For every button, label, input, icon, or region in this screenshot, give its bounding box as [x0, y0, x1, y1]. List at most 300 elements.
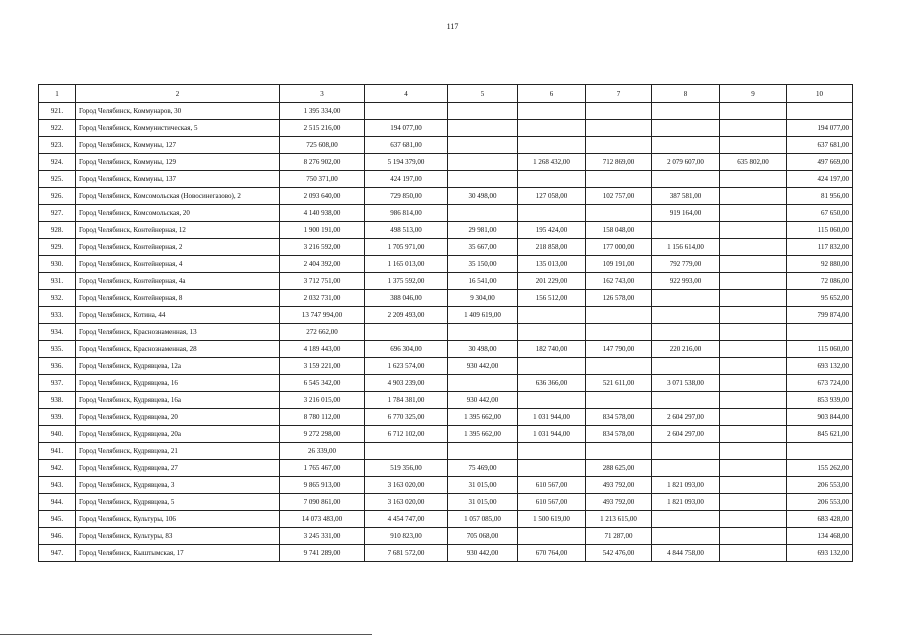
table-row [39, 324, 853, 341]
value-cell-col-8: 1 821 093,00 [652, 477, 720, 494]
value-cell-col-9 [720, 409, 787, 426]
value-cell-col-4: 1 784 381,00 [365, 392, 448, 409]
address-cell: Город Челябинск, Коммунистическая, 5 [76, 120, 280, 137]
value-cell-col-5 [448, 137, 518, 154]
value-cell-col-6: 1 268 432,00 [518, 154, 586, 171]
value-cell-col-6: 218 858,00 [518, 239, 586, 256]
table-row [39, 409, 853, 426]
value-cell-col-8: 3 071 538,00 [652, 375, 720, 392]
value-cell-col-7: 109 191,00 [586, 256, 652, 273]
column-header-4: 4 [365, 85, 448, 103]
value-cell-col-9 [720, 477, 787, 494]
value-cell-col-10: 637 681,00 [787, 137, 853, 154]
value-cell-col-8: 2 604 297,00 [652, 426, 720, 443]
value-cell-col-5: 30 498,00 [448, 188, 518, 205]
value-cell-col-3: 3 216 015,00 [280, 392, 365, 409]
value-cell-col-10: 845 621,00 [787, 426, 853, 443]
value-cell-col-5: 1 057 085,00 [448, 511, 518, 528]
column-header-8: 8 [652, 85, 720, 103]
table-row [39, 358, 853, 375]
value-cell-col-3: 2 093 640,00 [280, 188, 365, 205]
value-cell-col-7 [586, 443, 652, 460]
value-cell-col-8 [652, 171, 720, 188]
value-cell-col-10: 134 468,00 [787, 528, 853, 545]
value-cell-col-9 [720, 120, 787, 137]
value-cell-col-6 [518, 171, 586, 188]
value-cell-col-5 [448, 154, 518, 171]
value-cell-col-5: 29 981,00 [448, 222, 518, 239]
address-cell: Город Челябинск, Кудрявцева, 16 [76, 375, 280, 392]
column-header-9: 9 [720, 85, 787, 103]
value-cell-col-6 [518, 324, 586, 341]
value-cell-col-4: 910 823,00 [365, 528, 448, 545]
value-cell-col-7: 542 476,00 [586, 545, 652, 562]
table-row [39, 222, 853, 239]
row-number: 941. [39, 443, 76, 460]
value-cell-col-3: 1 765 467,00 [280, 460, 365, 477]
value-cell-col-3: 750 371,00 [280, 171, 365, 188]
value-cell-col-5: 1 395 662,00 [448, 426, 518, 443]
address-cell: Город Челябинск, Краснознаменная, 13 [76, 324, 280, 341]
value-cell-col-9 [720, 256, 787, 273]
value-cell-col-5: 31 015,00 [448, 477, 518, 494]
value-cell-col-4: 986 814,00 [365, 205, 448, 222]
address-cell: Город Челябинск, Контейнерная, 4а [76, 273, 280, 290]
value-cell-col-8 [652, 222, 720, 239]
value-cell-col-8 [652, 290, 720, 307]
address-cell: Город Челябинск, Комсомольская, 20 [76, 205, 280, 222]
value-cell-col-5: 1 409 619,00 [448, 307, 518, 324]
value-cell-col-3: 26 339,00 [280, 443, 365, 460]
value-cell-col-3: 3 159 221,00 [280, 358, 365, 375]
table-row [39, 137, 853, 154]
value-cell-col-3: 4 140 938,00 [280, 205, 365, 222]
value-cell-col-6: 195 424,00 [518, 222, 586, 239]
table-row [39, 307, 853, 324]
table-header-row [39, 85, 853, 103]
value-cell-col-3: 2 032 731,00 [280, 290, 365, 307]
value-cell-col-8 [652, 120, 720, 137]
value-cell-col-9 [720, 460, 787, 477]
column-header-3: 3 [280, 85, 365, 103]
value-cell-col-7 [586, 392, 652, 409]
value-cell-col-8 [652, 511, 720, 528]
value-cell-col-4: 637 681,00 [365, 137, 448, 154]
value-cell-col-7 [586, 171, 652, 188]
value-cell-col-8 [652, 324, 720, 341]
value-cell-col-7 [586, 137, 652, 154]
value-cell-col-3: 1 395 334,00 [280, 103, 365, 120]
column-header-7: 7 [586, 85, 652, 103]
table-row [39, 154, 853, 171]
value-cell-col-6: 610 567,00 [518, 477, 586, 494]
address-cell: Город Челябинск, Культуры, 106 [76, 511, 280, 528]
value-cell-col-10: 693 132,00 [787, 358, 853, 375]
value-cell-col-3: 9 865 913,00 [280, 477, 365, 494]
value-cell-col-8: 4 844 758,00 [652, 545, 720, 562]
value-cell-col-10 [787, 103, 853, 120]
value-cell-col-9 [720, 392, 787, 409]
value-cell-col-10: 853 939,00 [787, 392, 853, 409]
value-cell-col-4: 194 077,00 [365, 120, 448, 137]
value-cell-col-9 [720, 188, 787, 205]
table-row [39, 511, 853, 528]
value-cell-col-10: 194 077,00 [787, 120, 853, 137]
value-cell-col-10: 155 262,00 [787, 460, 853, 477]
value-cell-col-10 [787, 324, 853, 341]
value-cell-col-9 [720, 324, 787, 341]
value-cell-col-9 [720, 511, 787, 528]
value-cell-col-7: 493 792,00 [586, 494, 652, 511]
value-cell-col-6 [518, 392, 586, 409]
value-cell-col-5: 16 541,00 [448, 273, 518, 290]
row-number: 929. [39, 239, 76, 256]
value-cell-col-6: 636 366,00 [518, 375, 586, 392]
value-cell-col-5: 31 015,00 [448, 494, 518, 511]
row-number: 939. [39, 409, 76, 426]
value-cell-col-9 [720, 137, 787, 154]
value-cell-col-7 [586, 358, 652, 375]
value-cell-col-9 [720, 239, 787, 256]
value-cell-col-9 [720, 358, 787, 375]
value-cell-col-10: 72 086,00 [787, 273, 853, 290]
row-number: 931. [39, 273, 76, 290]
address-cell: Город Челябинск, Кудрявцева, 20а [76, 426, 280, 443]
value-cell-col-4: 696 304,00 [365, 341, 448, 358]
value-cell-col-9 [720, 375, 787, 392]
value-cell-col-8 [652, 528, 720, 545]
value-cell-col-3: 9 741 289,00 [280, 545, 365, 562]
table-row [39, 494, 853, 511]
value-cell-col-10: 95 652,00 [787, 290, 853, 307]
address-cell: Город Челябинск, Кудрявцева, 5 [76, 494, 280, 511]
address-cell: Город Челябинск, Комсомольская (Новосинегазово), 2 [76, 188, 280, 205]
value-cell-col-6 [518, 137, 586, 154]
value-cell-col-4: 424 197,00 [365, 171, 448, 188]
row-number: 930. [39, 256, 76, 273]
value-cell-col-10 [787, 443, 853, 460]
value-cell-col-3: 4 189 443,00 [280, 341, 365, 358]
value-cell-col-4: 3 163 020,00 [365, 494, 448, 511]
row-number: 921. [39, 103, 76, 120]
value-cell-col-7: 162 743,00 [586, 273, 652, 290]
value-cell-col-3: 8 780 112,00 [280, 409, 365, 426]
table-row [39, 375, 853, 392]
row-number: 947. [39, 545, 76, 562]
address-cell: Город Челябинск, Коммуны, 129 [76, 154, 280, 171]
value-cell-col-9 [720, 545, 787, 562]
value-cell-col-3: 6 545 342,00 [280, 375, 365, 392]
value-cell-col-10: 903 844,00 [787, 409, 853, 426]
value-cell-col-10: 115 060,00 [787, 222, 853, 239]
value-cell-col-7 [586, 205, 652, 222]
column-header-10: 10 [787, 85, 853, 103]
value-cell-col-7: 1 213 615,00 [586, 511, 652, 528]
value-cell-col-8 [652, 460, 720, 477]
value-cell-col-8: 2 604 297,00 [652, 409, 720, 426]
value-cell-col-5: 75 469,00 [448, 460, 518, 477]
value-cell-col-10: 67 650,00 [787, 205, 853, 222]
row-number: 928. [39, 222, 76, 239]
value-cell-col-4: 1 165 013,00 [365, 256, 448, 273]
value-cell-col-4 [365, 103, 448, 120]
value-cell-col-5: 705 068,00 [448, 528, 518, 545]
value-cell-col-6: 135 013,00 [518, 256, 586, 273]
value-cell-col-5 [448, 443, 518, 460]
value-cell-col-6 [518, 103, 586, 120]
value-cell-col-4: 1 623 574,00 [365, 358, 448, 375]
value-cell-col-9 [720, 494, 787, 511]
table-row [39, 290, 853, 307]
value-cell-col-6: 156 512,00 [518, 290, 586, 307]
value-cell-col-7 [586, 324, 652, 341]
table-row [39, 426, 853, 443]
value-cell-col-6: 127 058,00 [518, 188, 586, 205]
table-row [39, 460, 853, 477]
value-cell-col-3: 2 515 216,00 [280, 120, 365, 137]
value-cell-col-9 [720, 273, 787, 290]
value-cell-col-5: 930 442,00 [448, 358, 518, 375]
value-cell-col-4: 6 712 102,00 [365, 426, 448, 443]
row-number: 944. [39, 494, 76, 511]
value-cell-col-7: 158 048,00 [586, 222, 652, 239]
table-row [39, 120, 853, 137]
value-cell-col-4: 3 163 020,00 [365, 477, 448, 494]
value-cell-col-6 [518, 443, 586, 460]
value-cell-col-3: 725 608,00 [280, 137, 365, 154]
value-cell-col-8 [652, 443, 720, 460]
table-row [39, 528, 853, 545]
address-cell: Город Челябинск, Коммуны, 127 [76, 137, 280, 154]
value-cell-col-3: 272 662,00 [280, 324, 365, 341]
value-cell-col-4: 4 903 239,00 [365, 375, 448, 392]
value-cell-col-6: 182 740,00 [518, 341, 586, 358]
value-cell-col-9 [720, 443, 787, 460]
value-cell-col-5 [448, 324, 518, 341]
value-cell-col-8: 919 164,00 [652, 205, 720, 222]
row-number: 938. [39, 392, 76, 409]
value-cell-col-10: 92 880,00 [787, 256, 853, 273]
table-row [39, 103, 853, 120]
value-cell-col-7: 288 625,00 [586, 460, 652, 477]
address-cell: Город Челябинск, Кудрявцева, 27 [76, 460, 280, 477]
value-cell-col-10: 673 724,00 [787, 375, 853, 392]
table-row [39, 273, 853, 290]
column-header-5: 5 [448, 85, 518, 103]
value-cell-col-5 [448, 120, 518, 137]
value-cell-col-3: 9 272 298,00 [280, 426, 365, 443]
value-cell-col-9: 635 802,00 [720, 154, 787, 171]
address-cell: Город Челябинск, Кудрявцева, 12а [76, 358, 280, 375]
table-row [39, 545, 853, 562]
value-cell-col-7: 71 287,00 [586, 528, 652, 545]
table-row [39, 341, 853, 358]
value-cell-col-8: 387 581,00 [652, 188, 720, 205]
value-cell-col-10: 115 060,00 [787, 341, 853, 358]
column-header-2: 2 [76, 85, 280, 103]
value-cell-col-6: 1 500 619,00 [518, 511, 586, 528]
address-cell: Город Челябинск, Коммунаров, 30 [76, 103, 280, 120]
row-number: 942. [39, 460, 76, 477]
value-cell-col-3: 1 900 191,00 [280, 222, 365, 239]
row-number: 945. [39, 511, 76, 528]
address-cell: Город Челябинск, Кудрявцева, 16а [76, 392, 280, 409]
value-cell-col-3: 7 090 861,00 [280, 494, 365, 511]
value-cell-col-5 [448, 205, 518, 222]
value-cell-col-3: 14 073 483,00 [280, 511, 365, 528]
value-cell-col-6 [518, 358, 586, 375]
value-cell-col-10: 206 553,00 [787, 477, 853, 494]
value-cell-col-8: 220 216,00 [652, 341, 720, 358]
address-cell: Город Челябинск, Культуры, 83 [76, 528, 280, 545]
value-cell-col-10: 683 428,00 [787, 511, 853, 528]
value-cell-col-5: 930 442,00 [448, 545, 518, 562]
footer-divider [0, 634, 372, 635]
value-cell-col-4: 1 375 592,00 [365, 273, 448, 290]
value-cell-col-4: 1 705 971,00 [365, 239, 448, 256]
value-cell-col-5: 1 395 662,00 [448, 409, 518, 426]
table-row [39, 477, 853, 494]
address-cell: Город Челябинск, Контейнерная, 4 [76, 256, 280, 273]
value-cell-col-9 [720, 290, 787, 307]
row-number: 932. [39, 290, 76, 307]
value-cell-col-4: 388 046,00 [365, 290, 448, 307]
value-cell-col-4: 5 194 379,00 [365, 154, 448, 171]
value-cell-col-8: 1 156 614,00 [652, 239, 720, 256]
row-number: 940. [39, 426, 76, 443]
value-cell-col-9 [720, 205, 787, 222]
value-cell-col-3: 3 216 592,00 [280, 239, 365, 256]
value-cell-col-5: 35 150,00 [448, 256, 518, 273]
value-cell-col-7 [586, 120, 652, 137]
value-cell-col-4 [365, 443, 448, 460]
value-cell-col-4: 6 770 325,00 [365, 409, 448, 426]
value-cell-col-7: 834 578,00 [586, 409, 652, 426]
address-cell: Город Челябинск, Котина, 44 [76, 307, 280, 324]
address-cell: Город Челябинск, Кудрявцева, 20 [76, 409, 280, 426]
address-cell: Город Челябинск, Кудрявцева, 21 [76, 443, 280, 460]
value-cell-col-10: 81 956,00 [787, 188, 853, 205]
row-number: 936. [39, 358, 76, 375]
address-cell: Город Челябинск, Кыштымская, 17 [76, 545, 280, 562]
value-cell-col-5: 930 442,00 [448, 392, 518, 409]
value-cell-col-5 [448, 171, 518, 188]
value-cell-col-7: 102 757,00 [586, 188, 652, 205]
value-cell-col-5 [448, 375, 518, 392]
row-number: 927. [39, 205, 76, 222]
value-cell-col-8 [652, 307, 720, 324]
value-cell-col-5: 30 498,00 [448, 341, 518, 358]
value-cell-col-4: 4 454 747,00 [365, 511, 448, 528]
value-cell-col-6 [518, 460, 586, 477]
table-row [39, 392, 853, 409]
value-cell-col-10: 497 669,00 [787, 154, 853, 171]
table-row [39, 171, 853, 188]
row-number: 922. [39, 120, 76, 137]
value-cell-col-7: 493 792,00 [586, 477, 652, 494]
value-cell-col-9 [720, 426, 787, 443]
value-cell-col-9 [720, 222, 787, 239]
value-cell-col-8: 792 779,00 [652, 256, 720, 273]
address-cell: Город Челябинск, Коммуны, 137 [76, 171, 280, 188]
row-number: 943. [39, 477, 76, 494]
value-cell-col-6: 1 031 944,00 [518, 426, 586, 443]
value-cell-col-9 [720, 171, 787, 188]
value-cell-col-7: 126 578,00 [586, 290, 652, 307]
value-cell-col-4: 519 356,00 [365, 460, 448, 477]
data-table [38, 84, 853, 562]
column-header-6: 6 [518, 85, 586, 103]
value-cell-col-6 [518, 120, 586, 137]
value-cell-col-9 [720, 103, 787, 120]
value-cell-col-8: 922 993,00 [652, 273, 720, 290]
row-number: 937. [39, 375, 76, 392]
value-cell-col-3: 13 747 994,00 [280, 307, 365, 324]
value-cell-col-5: 35 667,00 [448, 239, 518, 256]
value-cell-col-7 [586, 103, 652, 120]
value-cell-col-6 [518, 205, 586, 222]
address-cell: Город Челябинск, Краснознаменная, 28 [76, 341, 280, 358]
address-cell: Город Челябинск, Кудрявцева, 3 [76, 477, 280, 494]
value-cell-col-8 [652, 392, 720, 409]
value-cell-col-10: 693 132,00 [787, 545, 853, 562]
value-cell-col-4: 729 850,00 [365, 188, 448, 205]
row-number: 923. [39, 137, 76, 154]
address-cell: Город Челябинск, Контейнерная, 2 [76, 239, 280, 256]
value-cell-col-7: 521 611,00 [586, 375, 652, 392]
table-row [39, 205, 853, 222]
value-cell-col-9 [720, 341, 787, 358]
value-cell-col-10: 424 197,00 [787, 171, 853, 188]
table-row [39, 239, 853, 256]
row-number: 933. [39, 307, 76, 324]
address-cell: Город Челябинск, Контейнерная, 12 [76, 222, 280, 239]
value-cell-col-4: 7 681 572,00 [365, 545, 448, 562]
address-cell: Город Челябинск, Контейнерная, 8 [76, 290, 280, 307]
value-cell-col-7: 712 869,00 [586, 154, 652, 171]
value-cell-col-6 [518, 528, 586, 545]
value-cell-col-7: 147 790,00 [586, 341, 652, 358]
table-row [39, 256, 853, 273]
value-cell-col-4 [365, 324, 448, 341]
value-cell-col-9 [720, 307, 787, 324]
value-cell-col-8: 1 821 093,00 [652, 494, 720, 511]
value-cell-col-5 [448, 103, 518, 120]
value-cell-col-3: 8 276 902,00 [280, 154, 365, 171]
value-cell-col-4: 498 513,00 [365, 222, 448, 239]
value-cell-col-8 [652, 137, 720, 154]
value-cell-col-3: 2 404 392,00 [280, 256, 365, 273]
value-cell-col-6: 1 031 944,00 [518, 409, 586, 426]
row-number: 925. [39, 171, 76, 188]
value-cell-col-10: 117 832,00 [787, 239, 853, 256]
value-cell-col-10: 206 553,00 [787, 494, 853, 511]
value-cell-col-6: 670 764,00 [518, 545, 586, 562]
value-cell-col-8: 2 079 607,00 [652, 154, 720, 171]
value-cell-col-6 [518, 307, 586, 324]
value-cell-col-3: 3 712 751,00 [280, 273, 365, 290]
value-cell-col-7: 834 578,00 [586, 426, 652, 443]
row-number: 924. [39, 154, 76, 171]
value-cell-col-8 [652, 358, 720, 375]
value-cell-col-10: 799 874,00 [787, 307, 853, 324]
value-cell-col-9 [720, 528, 787, 545]
column-header-1: 1 [39, 85, 76, 103]
row-number: 935. [39, 341, 76, 358]
value-cell-col-7 [586, 307, 652, 324]
value-cell-col-7: 177 000,00 [586, 239, 652, 256]
row-number: 934. [39, 324, 76, 341]
